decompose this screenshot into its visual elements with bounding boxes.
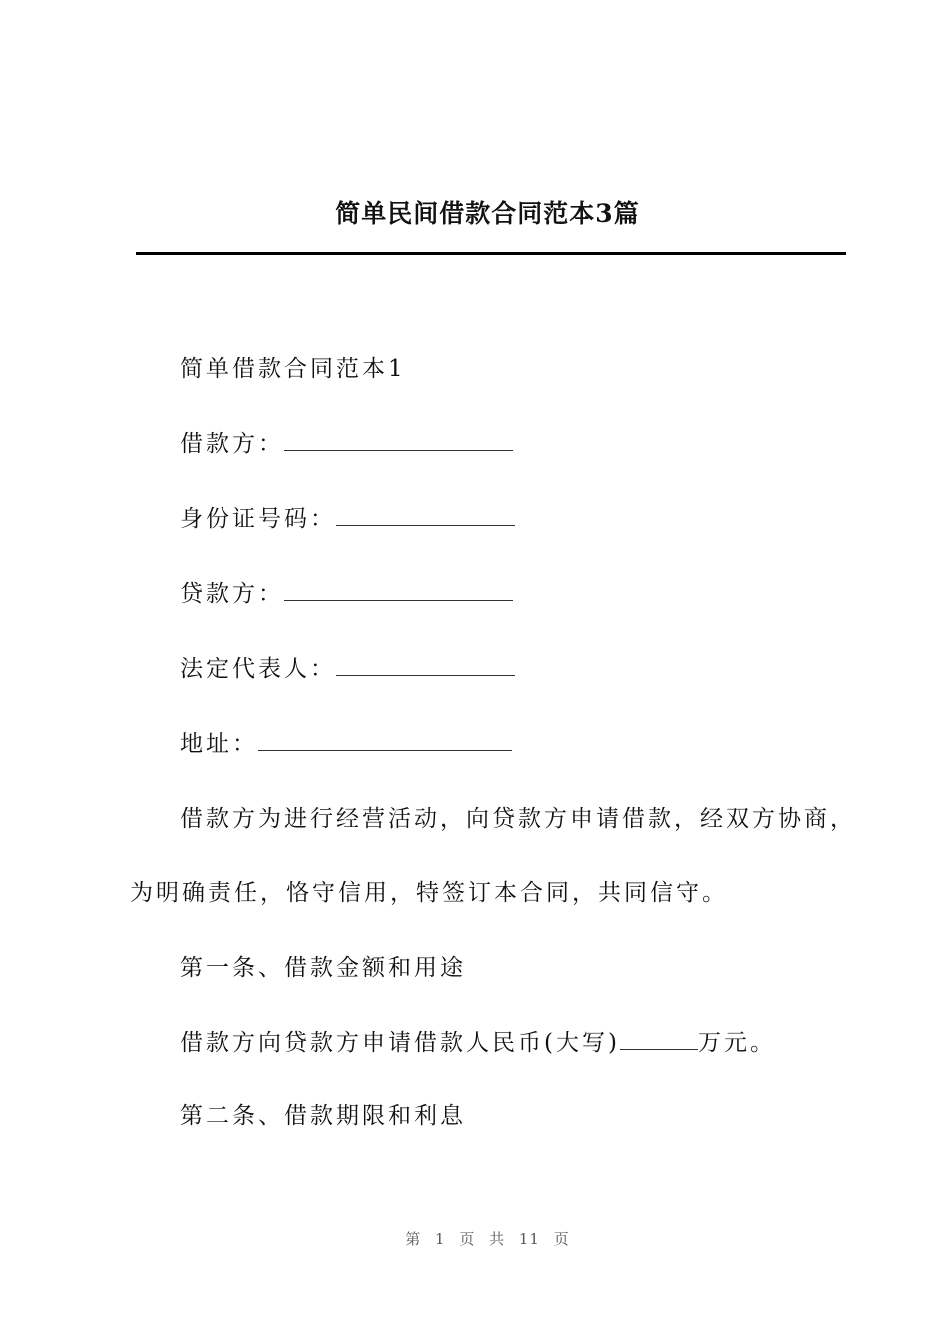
borrower-label: 借款方： <box>180 431 284 457</box>
borrower-field <box>180 427 513 461</box>
article-2-heading: 第二条、借款期限和利息 <box>180 1103 466 1129</box>
address-blank <box>258 728 512 751</box>
intro-paragraph-line-2: 为明确责任，恪守信用，特签订本合同，共同信守。 <box>130 880 728 906</box>
page-footer: 第 1 页 共 11 页 <box>405 1230 570 1248</box>
article-1-text <box>180 1026 776 1060</box>
id-number-blank <box>336 503 515 526</box>
lender-label: 贷款方： <box>180 581 284 607</box>
article-1-text-after: 万元。 <box>697 1030 776 1056</box>
lender-field <box>180 577 513 611</box>
legal-rep-blank <box>336 653 515 676</box>
id-number-label: 身份证号码： <box>180 506 336 532</box>
title-underline <box>136 252 846 255</box>
address-label: 地址： <box>180 731 258 757</box>
lender-blank <box>284 578 513 601</box>
contract-subtitle: 简单借款合同范本1 <box>180 356 406 382</box>
article-1-heading: 第一条、借款金额和用途 <box>180 955 466 981</box>
article-1-text-before: 借款方向贷款方申请借款人民币(大写) <box>180 1030 620 1056</box>
legal-rep-field <box>180 652 515 686</box>
legal-rep-label: 法定代表人： <box>180 656 336 682</box>
address-field <box>180 727 512 761</box>
document-title: 简单民间借款合同范本3篇 <box>335 199 640 228</box>
loan-amount-blank <box>620 1027 698 1050</box>
borrower-blank <box>284 428 513 451</box>
id-number-field <box>180 502 515 536</box>
intro-paragraph-line-1: 借款方为进行经营活动，向贷款方申请借款，经双方协商， <box>180 806 856 832</box>
